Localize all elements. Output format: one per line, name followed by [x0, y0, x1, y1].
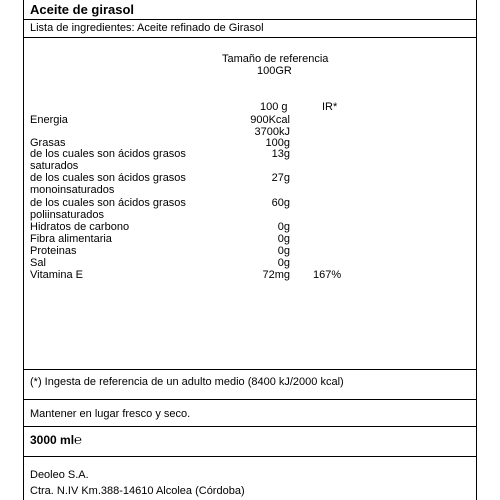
row-value: 13g: [271, 148, 290, 160]
row-value: 3700kJ: [254, 126, 290, 138]
product-name: Aceite de girasol: [30, 2, 135, 17]
column-header-ir: IR*: [322, 101, 338, 113]
row-value: 72mg: [262, 269, 290, 281]
divider: [23, 37, 477, 38]
ingredients-list: Lista de ingredientes: Aceite refinado de Girasol: [30, 22, 264, 34]
row-value: 0g: [277, 221, 290, 233]
footnote: (*) Ingesta de referencia de un adulto medio (8400 kJ/2000 kcal): [30, 376, 344, 388]
row-value: 60g: [271, 197, 290, 209]
row-label: de los cuales son ácidos grasos: [30, 148, 186, 160]
row-ir: 167%: [313, 269, 342, 281]
divider: [23, 426, 477, 427]
row-value: 27g: [271, 172, 290, 184]
divider: [23, 456, 477, 457]
row-label: poliinsaturados: [30, 209, 104, 221]
company-name: Deoleo S.A.: [30, 469, 89, 481]
divider: [23, 19, 477, 20]
row-value: 100g: [265, 137, 290, 149]
row-label: Energia: [30, 114, 68, 126]
divider: [23, 399, 477, 400]
row-value: 0g: [277, 233, 290, 245]
row-value: 0g: [277, 245, 290, 257]
column-header-per-100g: 100 g: [260, 101, 288, 113]
row-label: de los cuales son ácidos grasos: [30, 197, 186, 209]
storage-instructions: Mantener en lugar fresco y seco.: [30, 408, 191, 420]
row-label: Proteinas: [30, 245, 77, 257]
row-label: Hidratos de carbono: [30, 221, 130, 233]
row-label: saturados: [30, 160, 79, 172]
row-label: Vitamina E: [30, 269, 83, 281]
net-content-amount: 3000 ml: [30, 433, 75, 447]
row-label: Sal: [30, 257, 46, 269]
net-content: [30, 433, 82, 447]
row-label: Fibra alimentaria: [30, 233, 112, 245]
estimated-sign-icon: ℮: [74, 432, 82, 447]
company-address: Ctra. N.IV Km.388-14610 Alcolea (Córdoba): [30, 485, 245, 497]
reference-heading: Tamaño de referencia: [222, 53, 329, 65]
reference-size: 100GR: [257, 65, 292, 77]
row-label: de los cuales son ácidos grasos: [30, 172, 186, 184]
row-value: 0g: [277, 257, 290, 269]
row-label: Grasas: [30, 137, 66, 149]
row-value: 900Kcal: [250, 114, 290, 126]
divider: [23, 369, 477, 370]
row-label: monoinsaturados: [30, 184, 115, 196]
